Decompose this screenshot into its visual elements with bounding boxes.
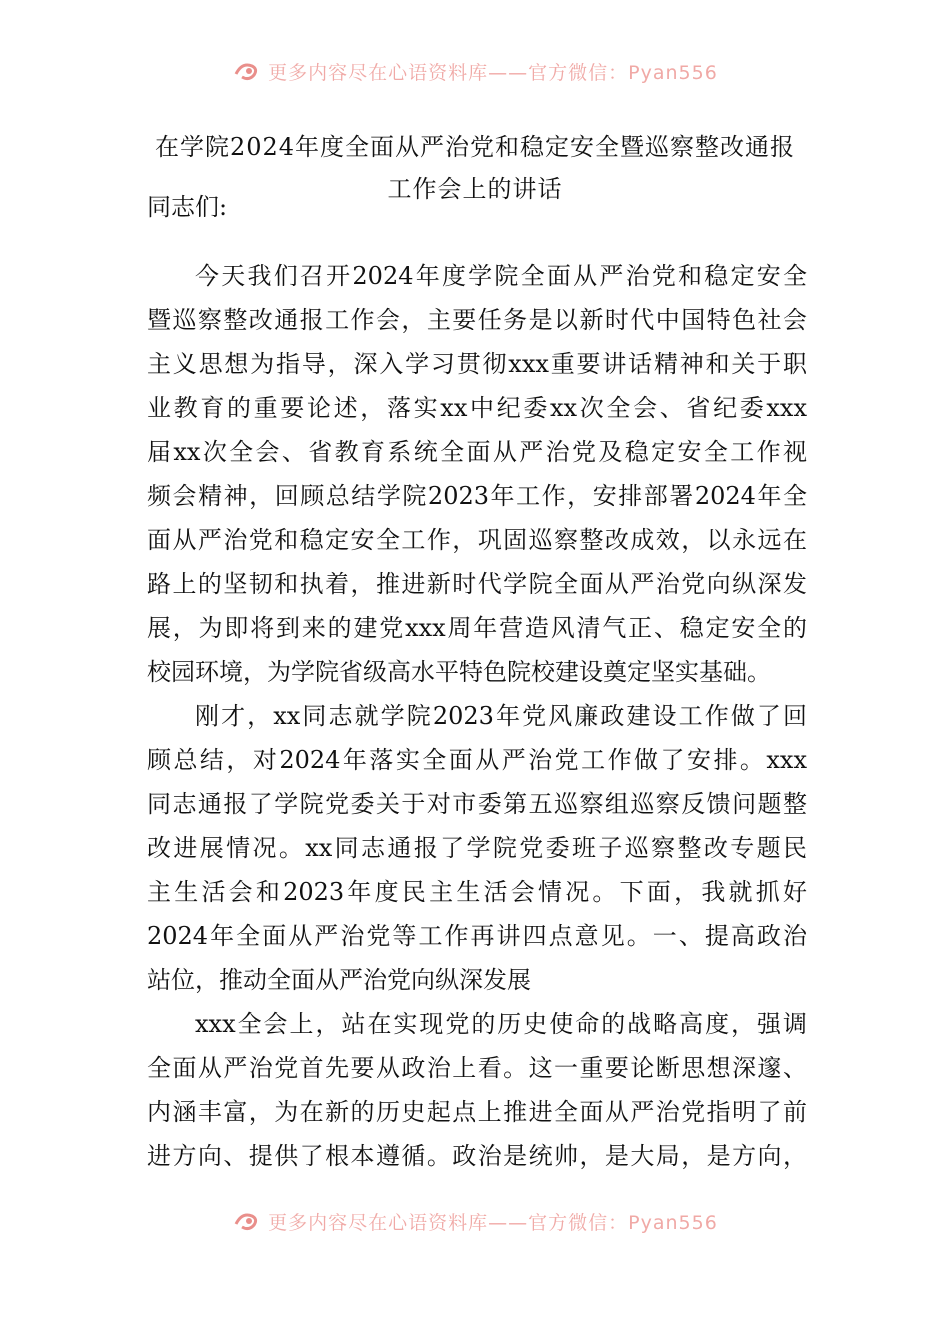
logo-icon	[232, 1210, 262, 1232]
salutation: 同志们:	[147, 193, 228, 221]
body-line: 展，为即将到来的建党xxx周年营造风清气正、稳定安全的	[147, 614, 807, 642]
body-line: 站位，推动全面从严治党向纵深发展	[147, 966, 531, 994]
body-line: 面从严治党和稳定安全工作，巩固巡察整改成效，以永远在	[147, 526, 807, 554]
body-line: 全面从严治党首先要从政治上看。这一重要论断思想深邃、	[147, 1054, 807, 1082]
watermark-banner-bottom	[0, 1208, 950, 1234]
body-line: 2024年全面从严治党等工作再讲四点意见。一、提高政治	[147, 922, 807, 950]
body-line: 校园环境，为学院省级高水平特色院校建设奠定坚实基础。	[147, 658, 771, 686]
watermark-banner-top	[0, 58, 950, 84]
body-line: 频会精神，回顾总结学院2023年工作，安排部署2024年全	[147, 482, 807, 510]
document-body	[147, 254, 807, 1178]
body-line: 今天我们召开2024年度学院全面从严治党和稳定安全	[195, 262, 807, 290]
body-line: 业教育的重要论述，落实xx中纪委xx次全会、省纪委xxx	[147, 394, 807, 422]
body-line: xxx全会上，站在实现党的历史使命的战略高度，强调	[195, 1010, 807, 1038]
body-line: 路上的坚韧和执着，推进新时代学院全面从严治党向纵深发	[147, 570, 807, 598]
body-line: 暨巡察整改通报工作会，主要任务是以新时代中国特色社会	[147, 306, 807, 334]
body-line: 主义思想为指导，深入学习贯彻xxx重要讲话精神和关于职	[147, 350, 807, 378]
body-line: 内涵丰富，为在新的历史起点上推进全面从严治党指明了前	[147, 1098, 807, 1126]
body-line: 改进展情况。xx同志通报了学院党委班子巡察整改专题民	[147, 834, 807, 862]
body-line: 进方向、提供了根本遵循。政治是统帅，是大局，是方向，	[147, 1142, 807, 1170]
logo-icon	[232, 60, 262, 82]
document-title	[140, 126, 810, 210]
title-line-1: 在学院2024年度全面从严治党和稳定安全暨巡察整改通报	[154, 133, 796, 161]
body-line: 刚才，xx同志就学院2023年党风廉政建设工作做了回	[195, 702, 807, 730]
body-line: 顾总结，对2024年落实全面从严治党工作做了安排。xxx	[147, 746, 807, 774]
watermark-text: 更多内容尽在心语资料库——官方微信：Pyan556	[268, 1211, 718, 1234]
body-line: 同志通报了学院党委关于对市委第五巡察组巡察反馈问题整	[147, 790, 807, 818]
body-line: 主生活会和2023年度民主生活会情况。下面，我就抓好	[147, 878, 807, 906]
watermark-text: 更多内容尽在心语资料库——官方微信：Pyan556	[268, 61, 718, 84]
title-line-2: 工作会上的讲话	[387, 175, 563, 203]
body-line: 届xx次全会、省教育系统全面从严治党及稳定安全工作视	[147, 438, 807, 466]
